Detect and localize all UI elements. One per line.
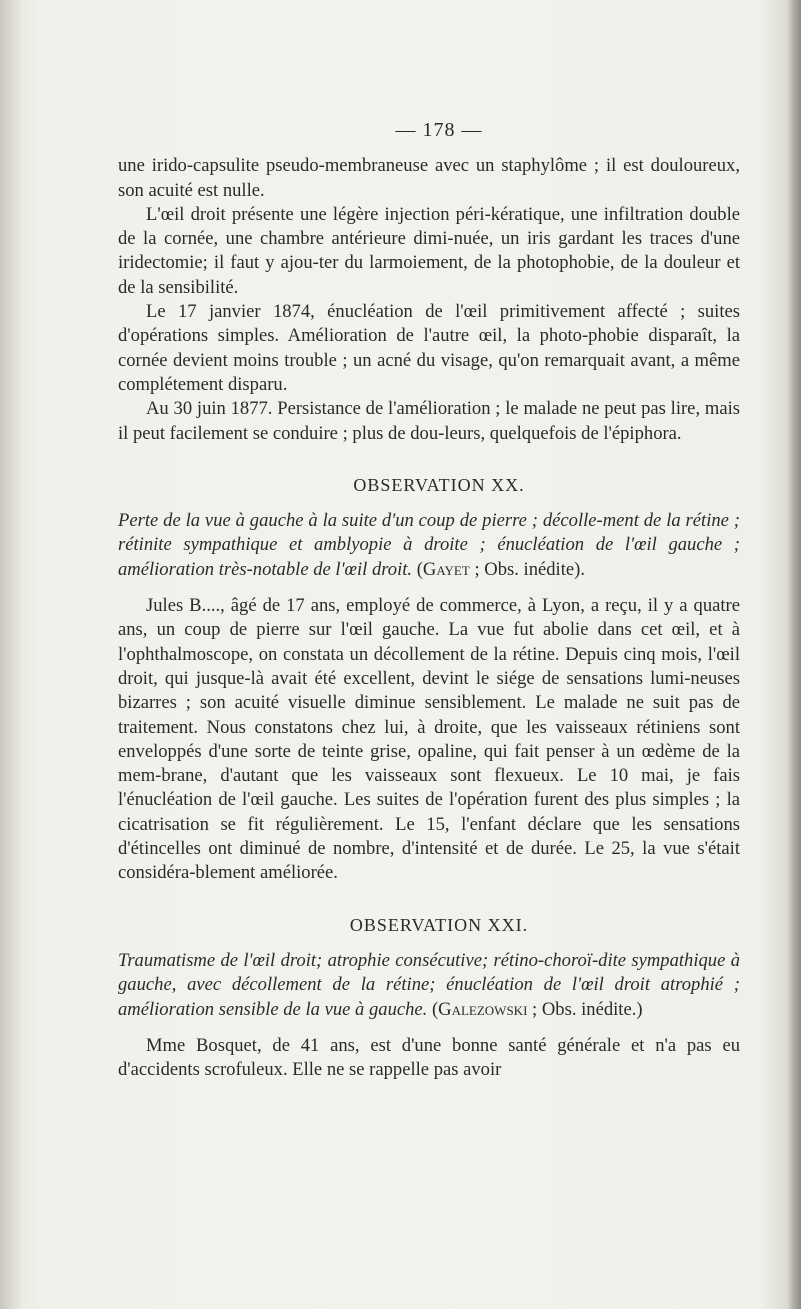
intro-paragraph-2: L'œil droit présente une légère injection péri-kératique, une infiltration double de la cornée, une chambre antérieure dimi-nuée, un iris gardant les traces d'une iridectomie; il faut y ajou-ter du larmoiement, de la photophobie, de la douleur et de la sensibilité. — [118, 203, 740, 298]
observation-20-source-rest: ; Obs. inédite). — [469, 558, 585, 580]
page-number: — 178 — — [395, 119, 483, 141]
observation-21-source-rest: ; Obs. inédite.) — [527, 998, 643, 1020]
observation-20-summary-text: Perte de la vue à gauche à la suite d'un coup de pierre ; décolle-ment de la rétine ; rétinite sympathique et amblyopie à droite ; énucléation de l'œil gauche ; amélioration très-notable de l'œil droit. — [118, 510, 740, 580]
observation-20-source-author: Gayet — [422, 558, 470, 580]
observation-20-source-open: ( — [412, 558, 423, 580]
observation-21-title: OBSERVATION XXI. — [349, 914, 529, 935]
intro-paragraph-1: une irido-capsulite pseudo-membraneuse avec un staphylôme ; il est douloureux, son acuité est nulle. — [118, 155, 740, 201]
observation-21-source-open: ( — [427, 998, 439, 1020]
page-left-shadow — [0, 0, 22, 1309]
page-right-shadow — [787, 0, 801, 1309]
observation-21-source-author: Galezowski — [438, 998, 528, 1020]
observation-21-summary-text: Traumatisme de l'œil droit; atrophie consécutive; rétino-choroï-dite sympathique à gauche, avec décollement de la rétine; énucléation de l'œil droit atrophié ; amélioration sensible de la vue à gauche. — [118, 949, 740, 1020]
observation-20-summary — [118, 509, 740, 582]
observation-20-paragraph: Jules B...., âgé de 17 ans, employé de commerce, à Lyon, a reçu, il y a quatre ans, un coup de pierre sur l'œil gauche. La vue fut abolie dans cet œil, et à l'ophthalmoscope, on constata un décollement de la rétine. Depuis cinq mois, l'œil droit, qui jusque-là avait été excellent, devint le siége de sensations lumi-neuses bizarres ; son acuité visuelle diminue sensiblement. Le malade ne suit pas de traitement. Nous constatons chez lui, à droite, que les vaisseaux rétiniens sont enveloppés d'une sorte de teinte grise, opaline, qui fait penser à un œdème de la mem-brane, d'autant que les vaisseaux sont flexueux. Le 10 mai, je fais l'énucléation de l'œil gauche. Les suites de l'opération furent des plus simples ; la cicatrisation se fit régulièrement. Le 15, l'enfant déclare que les sensations d'étincelles ont diminué de nombre, d'intensité et de durée. Le 25, la vue s'était considéra-blement améliorée. — [118, 595, 740, 884]
observation-21-paragraph: Mme Bosquet, de 41 ans, est d'une bonne santé générale et n'a pas eu d'accidents scrofuleux. Elle ne se rappelle pas avoir — [118, 1034, 740, 1081]
intro-paragraph-3: Le 17 janvier 1874, énucléation de l'œil primitivement affecté ; suites d'opérations simples. Amélioration de l'autre œil, la photo-phobie disparaît, la cornée devient moins trouble ; un acné du visage, qu'on remarquait avant, a même complétement disparu. — [118, 301, 740, 395]
page-text-body — [118, 118, 740, 1082]
intro-paragraph-4: Au 30 juin 1877. Persistance de l'amélioration ; le malade ne peut pas lire, mais il peut facilement se conduire ; plus de dou-leurs, quelquefois de l'épiphora. — [118, 398, 740, 444]
observation-20-title: OBSERVATION XX. — [353, 474, 525, 495]
observation-21-summary — [118, 949, 740, 1022]
